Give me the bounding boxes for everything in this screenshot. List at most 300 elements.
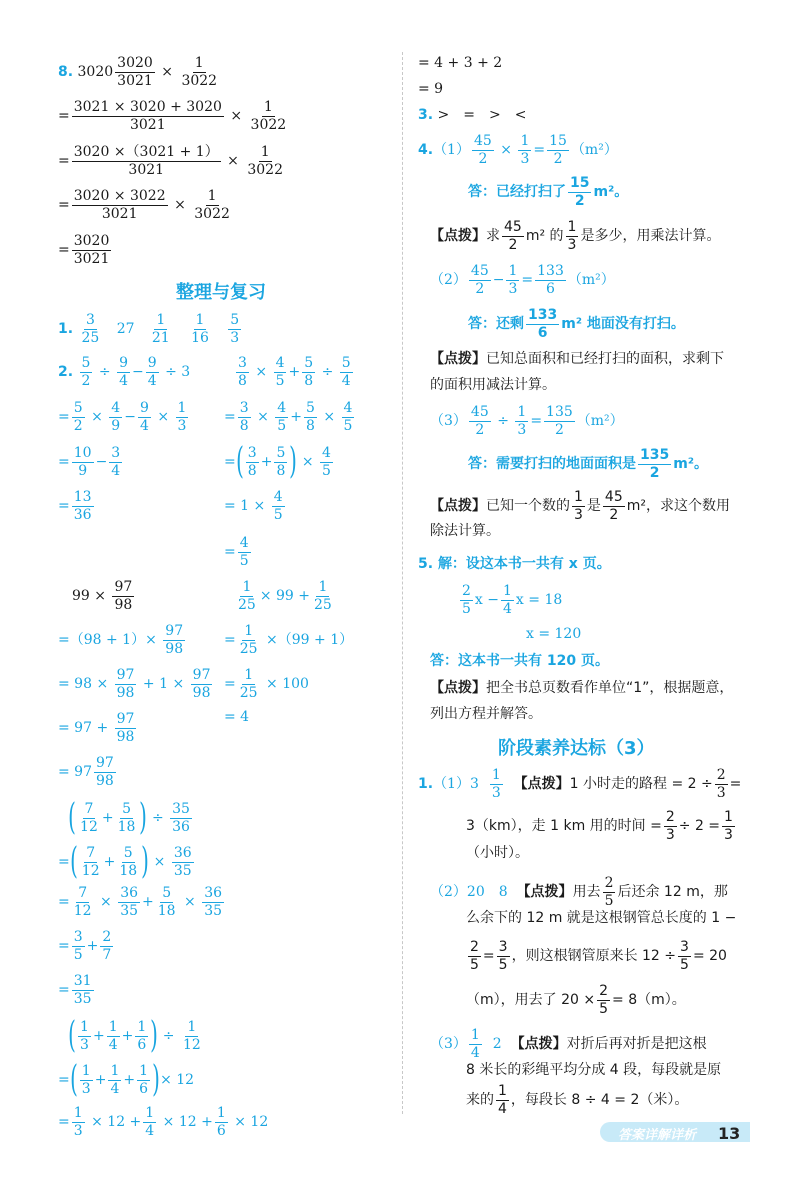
fraction: 1 3 — [81, 1062, 91, 1097]
part-label: （2） — [430, 884, 467, 901]
right-paren: ) — [150, 1015, 159, 1056]
left-paren: ( — [68, 1015, 76, 1056]
fraction: $\frac{3020}{3021}$ — [73, 233, 110, 267]
tip-text: m² 的 — [525, 228, 564, 245]
operator: × — [174, 197, 186, 214]
operator: × — [500, 142, 512, 159]
fraction: 2 5 — [604, 875, 614, 909]
equals: = — [224, 454, 236, 470]
q8-line-3 — [58, 145, 287, 177]
fraction: $\frac{1}{6}$ — [216, 1105, 226, 1139]
fraction: $\frac{97}{98}$ — [165, 623, 184, 657]
q4-part2-eq — [430, 264, 615, 296]
fraction: $\frac{3}{8}$ — [238, 355, 247, 389]
operator: × — [184, 894, 196, 911]
q8-line-1 — [58, 56, 221, 88]
s1-part3-line-1 — [430, 1028, 707, 1060]
section-heading-review: 整理与复习 — [176, 282, 266, 303]
part-label: （1） — [433, 142, 470, 159]
unit: （m²） — [570, 142, 618, 159]
equals: = — [58, 1072, 70, 1088]
tip-text: 3（km），走 1 km 用的时间 = — [466, 818, 662, 835]
equals: = — [58, 894, 70, 911]
operator: + — [123, 1072, 136, 1088]
q5-solution-line — [418, 557, 611, 571]
fraction: $\frac{1}{25}$ — [314, 579, 332, 613]
q2b-line-1 — [234, 356, 355, 388]
fraction: $\frac{4}{5}$ — [343, 400, 353, 434]
fraction: $\frac{1}{25}$ — [238, 579, 256, 613]
equals: = — [58, 242, 70, 259]
tip-text: 把全书总页数看作单位“1”，根据题意， — [486, 680, 734, 696]
fraction: $\frac{9}{4}$ — [139, 400, 149, 434]
fraction: $\frac{1}{3}$ — [520, 133, 530, 167]
q2a-line-3 — [58, 446, 124, 478]
unit: （m²） — [576, 413, 624, 430]
answer-text: m² 地面没有打扫。 — [561, 316, 685, 333]
equals: = — [58, 1114, 70, 1131]
fraction: 3 25 — [81, 312, 100, 346]
fraction: $\frac{1}{4}$ — [145, 1105, 155, 1139]
operator: − — [124, 409, 136, 426]
equals: = — [533, 142, 546, 159]
section-heading-stage-test: 阶段素养达标（3） — [498, 738, 655, 759]
q4-part1-eq — [418, 134, 618, 166]
mixed-whole: 3020 — [77, 64, 114, 81]
expression-text: = 98 × — [58, 676, 109, 693]
fraction: $\frac{45}{2}$ — [470, 404, 489, 438]
operator: × — [91, 409, 103, 426]
s1-part3-line-3 — [466, 1084, 688, 1116]
fraction: $\frac{1}{4}$ — [108, 1018, 118, 1053]
expression-text: ×（99 + 1） — [266, 632, 354, 649]
fraction: 7 12 — [80, 800, 98, 835]
tip-text: 是 — [586, 498, 601, 515]
fraction: $\frac{31}{35}$ — [73, 973, 92, 1007]
q8-line-5 — [58, 234, 113, 266]
r-top-line-1 — [418, 56, 502, 70]
left-paren: ( — [69, 1059, 78, 1100]
q2c-line-1 — [72, 580, 136, 612]
fraction: 2 5 — [462, 583, 471, 617]
fraction: $\frac{4}{5}$ — [275, 355, 285, 389]
q1-number: 1. — [58, 321, 74, 338]
fraction: $\frac{5}{18}$ — [119, 844, 138, 879]
q5-equation-2 — [526, 627, 581, 641]
fraction: $\frac{1}{25}$ — [239, 623, 258, 657]
fraction: 1 16 — [191, 312, 209, 346]
right-paren: ) — [139, 797, 148, 838]
equals: = — [482, 948, 495, 965]
q2d-line-3 — [224, 668, 309, 700]
q5-tip-line-2 — [430, 707, 542, 721]
fraction: $\frac{4}{5}$ — [322, 444, 331, 479]
q2c-line-5 — [58, 756, 118, 788]
expression-text: = 97 + — [58, 720, 109, 737]
fraction: 1 3 — [80, 1018, 89, 1053]
fraction: $\frac{4}{5}$ — [239, 535, 249, 569]
expression-text: × 12 — [160, 1072, 195, 1088]
footer-label: 答案详解详析 — [618, 1128, 697, 1143]
operator: + — [92, 1028, 105, 1044]
tip-tag: 【点拨】 — [430, 351, 486, 367]
fraction: $\frac{2}{5}$ — [599, 983, 609, 1017]
fraction: $\frac{2}{3}$ — [716, 767, 726, 801]
expression-text: = 9 — [418, 81, 444, 97]
q5-number: 5. — [418, 556, 434, 572]
q2b-line-2 — [224, 401, 356, 433]
q4-tip-2-line-1 — [430, 352, 724, 366]
tip-tag: 【点拨】 — [430, 228, 486, 245]
answer-text: 答：这本书一共有 120 页。 — [430, 653, 609, 669]
equals: = — [224, 409, 236, 426]
part-label: （3） — [430, 413, 467, 430]
q3-number: 3. — [418, 107, 434, 123]
q2a-line-2 — [58, 401, 190, 433]
q4-answer-2 — [468, 308, 685, 340]
q8-line-4 — [58, 189, 234, 221]
fraction: $\frac{3}{5}$ — [498, 939, 508, 973]
fraction: $\frac{3}{5}$ — [680, 939, 689, 973]
operator: ÷ — [151, 810, 164, 826]
s1-part1-line-3 — [466, 846, 529, 860]
equals: = — [224, 676, 236, 693]
tip-text: m²，求这个数用 — [626, 498, 730, 515]
fraction: 7 12 — [81, 844, 100, 879]
equals: = — [58, 938, 70, 955]
fraction: $\frac{2}{5}$ — [470, 939, 479, 973]
tip-text: ，每段长 8 ÷ 4 = 2（米）。 — [510, 1092, 689, 1109]
fraction: $\frac{3}{8}$ — [239, 400, 249, 434]
tip-tag: 【点拨】 — [513, 776, 570, 793]
fraction: $\frac{1}{3}$ — [517, 404, 527, 438]
fraction: $\frac{1}{3}$ — [177, 400, 187, 434]
operator: + — [121, 1028, 134, 1044]
q2-number: 2. — [58, 364, 74, 381]
expression-text: ÷ 3 — [165, 364, 191, 381]
fraction: 1 3 — [567, 219, 577, 253]
fraction: $\frac{3}{4}$ — [111, 445, 121, 479]
fraction: $\frac{15}{2}$ — [549, 133, 567, 167]
expression-text: x = 120 — [526, 626, 582, 642]
fraction: $\frac{5}{18}$ — [157, 885, 176, 919]
fraction: $\frac{9}{4}$ — [119, 355, 128, 389]
fraction: $\frac{97}{98}$ — [116, 667, 135, 701]
fraction: $\frac{1}{4}$ — [503, 583, 512, 617]
q2c-line-2 — [58, 624, 187, 656]
left-paren: ( — [69, 841, 78, 882]
q2d-line-4 — [224, 710, 249, 724]
operator: ÷ — [321, 364, 334, 381]
expression-text: = 1 × — [224, 498, 266, 515]
equals: = — [58, 498, 70, 515]
operator: + — [94, 1072, 107, 1088]
expression-text: x = 18 — [515, 592, 563, 609]
q2b-line-4 — [224, 490, 287, 522]
equals: = — [58, 982, 70, 999]
fraction: 3 8 — [247, 444, 257, 479]
expression-text: × 100 — [266, 676, 309, 693]
solution-text: 解：设这本书一共有 x 页。 — [437, 556, 611, 572]
q2e-line-1 — [68, 797, 194, 838]
operator: × — [323, 409, 336, 426]
q2c-line-3 — [58, 668, 214, 700]
fraction: 1 4 — [470, 1027, 480, 1061]
q2c-line-4 — [58, 712, 138, 744]
q5-equation-1 — [458, 584, 562, 616]
answer-value: 3 — [469, 776, 479, 793]
operator: + — [260, 454, 273, 470]
operator: × — [257, 409, 269, 426]
answer-value: 20 8 — [466, 884, 508, 901]
fraction: $\frac{9}{4}$ — [147, 355, 157, 389]
q2d-line-1 — [234, 580, 336, 612]
tip-text: 除法计算。 — [430, 523, 500, 539]
q1-answers — [58, 313, 243, 345]
operator: × — [153, 854, 166, 870]
right-paren: ) — [152, 1059, 160, 1100]
q4-number: 4. — [418, 142, 434, 159]
fraction: $\frac{97}{98}$ — [116, 711, 135, 745]
tip-text: 已知总面积和已经打扫的面积，求剩下 — [486, 351, 724, 367]
operator: × — [255, 364, 268, 381]
fraction: 133 6 — [528, 307, 558, 341]
fraction: $\frac{1}{3}$ — [724, 809, 733, 843]
fraction: $\frac{1}{25}$ — [239, 667, 258, 701]
fraction: $\frac{5}{8}$ — [305, 400, 315, 434]
tip-text: （m），用去了 20 × — [466, 992, 596, 1009]
q2e-line-2 — [58, 841, 196, 882]
equals: = — [521, 272, 534, 289]
q4-tip-3-line-2 — [430, 524, 500, 538]
answer-text: m²。 — [673, 456, 708, 473]
comparison-answers: > = > < — [437, 107, 527, 123]
fraction: $\frac{1}{3022}$ — [250, 99, 287, 133]
q5-tip-line-1 — [430, 681, 733, 695]
fraction: 1 21 — [151, 312, 170, 346]
fraction: $\frac{1}{6}$ — [137, 1018, 147, 1053]
fraction: $\frac{10}{9}$ — [73, 445, 92, 479]
column-divider — [402, 52, 403, 1114]
tip-text: = 20 — [692, 948, 727, 965]
operator: ÷ — [98, 364, 111, 381]
answer-text: 答：还剩 — [468, 316, 524, 333]
expression-text: × 12 — [234, 1114, 269, 1131]
q2f-line-1 — [68, 1015, 205, 1056]
tip-text: 已知一个数的 — [486, 498, 570, 515]
q2e-line-3 — [58, 886, 226, 918]
fraction: $\frac{5}{2}$ — [81, 355, 91, 389]
fraction: $\frac{1}{3022}$ — [194, 188, 230, 222]
s1-part2-line-2 — [466, 911, 736, 925]
tip-text: ，则这根钢管原来长 12 ÷ — [511, 948, 677, 965]
expression-text: = 4 — [224, 709, 250, 725]
expression-text: × 12 + — [91, 1114, 142, 1131]
fraction: $\frac{1}{3022}$ — [181, 55, 218, 89]
equals: = — [58, 854, 70, 870]
operator: + — [288, 364, 301, 381]
operator: ÷ — [497, 413, 509, 430]
expression-text: × 99 + — [259, 588, 311, 605]
fraction: 45 2 — [604, 489, 623, 523]
r-top-line-2 — [418, 82, 443, 96]
answer-value: 2 — [492, 1036, 502, 1053]
expression-text: x − — [474, 592, 499, 609]
tip-text: 来的 — [466, 1092, 494, 1109]
q2b-line-5 — [224, 536, 253, 568]
fraction: $\frac{5}{18}$ — [117, 800, 136, 835]
fraction: 15 2 — [570, 175, 590, 209]
expression-text: × 12 + — [162, 1114, 213, 1131]
fraction: $\frac{5}{8}$ — [304, 355, 314, 389]
s1-number: 1. — [418, 776, 434, 793]
equals: = — [58, 454, 70, 471]
fraction: $\frac{1}{4}$ — [110, 1062, 120, 1097]
right-paren: ) — [141, 841, 150, 882]
operator: − — [492, 272, 505, 289]
left-paren: ( — [235, 441, 244, 482]
fraction: $\frac{7}{12}$ — [73, 885, 92, 919]
tip-text: = 8（m）。 — [612, 992, 686, 1009]
s1-part1-line-1 — [418, 768, 741, 800]
fraction: $\frac{3021 \times 3020 + 3020}{3021}$ — [73, 99, 222, 133]
fraction: $\frac{5}{2}$ — [73, 400, 83, 434]
equals: = — [530, 413, 543, 430]
right-paren: ) — [289, 441, 298, 482]
q2f-line-2 — [58, 1059, 195, 1100]
tip-text: 8 米长的彩绳平均分成 4 段，每段就是原 — [466, 1062, 722, 1078]
fraction: 1 3 — [574, 489, 583, 523]
s1-part1-line-2 — [466, 810, 737, 842]
operator: × — [100, 894, 112, 911]
fraction: $\frac{1}{12}$ — [182, 1018, 201, 1053]
q4-tip-2-line-2 — [430, 378, 556, 392]
q2d-line-2 — [224, 624, 353, 656]
tip-text: 用去 — [572, 884, 601, 901]
q8-line-2 — [58, 100, 290, 132]
expression-text: = 4 + 3 + 2 — [418, 55, 503, 71]
s1-part2-line-3 — [466, 940, 727, 972]
fraction: $\frac{1}{6}$ — [139, 1062, 149, 1097]
tip-text: 么余下的 12 m 就是这根钢管总长度的 1 − — [466, 910, 737, 926]
fraction: $\frac{1}{3022}$ — [247, 144, 283, 178]
operator: + — [86, 938, 99, 955]
fraction: $\frac{4}{9}$ — [111, 400, 121, 434]
fraction: $\frac{2}{3}$ — [665, 809, 675, 843]
operator: + — [290, 409, 302, 426]
q3-answers — [418, 108, 526, 122]
fraction: 45 2 — [504, 219, 522, 253]
fraction: $\frac{4}{5}$ — [273, 489, 283, 523]
s1-part2-line-1 — [430, 876, 728, 908]
tip-tag: 【点拨】 — [516, 884, 573, 901]
tip-text: 求 — [486, 228, 500, 245]
fraction: 1 4 — [498, 1083, 507, 1117]
expression-text: = 97 — [58, 764, 92, 781]
fraction: 45 2 — [470, 263, 489, 297]
tip-tag: 【点拨】 — [430, 498, 486, 515]
fraction: $\frac{36}{35}$ — [120, 885, 139, 919]
expression-text: =（98 + 1）× — [58, 632, 157, 649]
operator: − — [132, 364, 144, 381]
fraction: $\frac{2}{7}$ — [102, 929, 112, 963]
fraction: $\frac{5}{4}$ — [341, 355, 351, 389]
equals: = — [58, 409, 70, 426]
operator: × — [230, 108, 243, 125]
fraction: $\frac{5}{8}$ — [276, 444, 286, 479]
answer-value: 27 — [116, 321, 135, 338]
q2a-line-4 — [58, 490, 96, 522]
fraction: $\frac{135}{2}$ — [546, 404, 573, 438]
s1-part3-line-2 — [466, 1063, 721, 1077]
q8-number: 8. — [58, 64, 74, 81]
s1-part2-line-4 — [466, 984, 686, 1016]
q4-part3-eq — [430, 405, 624, 437]
answer-text: 答：已经打扫了 — [468, 184, 566, 201]
fraction: $\frac{3020 \times 3022}{3021}$ — [73, 188, 166, 222]
fraction: $\frac{35}{36}$ — [172, 800, 190, 835]
equals: = — [224, 544, 236, 561]
q2f-line-3 — [58, 1106, 268, 1138]
operator: × — [301, 454, 314, 470]
fraction: $\frac{3020}{3021}$ — [117, 55, 153, 89]
q4-answer-1 — [468, 176, 628, 208]
tip-tag: 【点拨】 — [430, 680, 486, 696]
equals: = — [58, 108, 70, 125]
part-label: （3） — [430, 1036, 467, 1053]
tip-text: 的面积用减法计算。 — [430, 377, 556, 393]
page-number: 13 — [718, 1124, 741, 1143]
equals: = — [224, 632, 236, 649]
fraction: $\frac{13}{36}$ — [73, 489, 92, 523]
operator: − — [95, 454, 108, 471]
expression-text: 99 × — [72, 588, 106, 605]
fraction: $\frac{1}{3}$ — [508, 263, 518, 297]
tip-text: ÷ 2 = — [678, 818, 721, 835]
equals: = — [58, 153, 70, 170]
fraction: 97 98 — [96, 755, 114, 789]
operator: × — [227, 153, 239, 170]
q4-tip-3-line-1 — [430, 490, 730, 522]
fraction: $\frac{1}{3}$ — [73, 1105, 83, 1139]
fraction: $\frac{97}{98}$ — [192, 667, 211, 701]
equals: = — [58, 197, 70, 214]
left-paren: ( — [68, 797, 76, 838]
fraction: $\frac{97}{98}$ — [114, 579, 133, 613]
fraction: 5 3 — [230, 312, 240, 346]
fraction: $\frac{3020 \times(3021 + 1)}{3021}$ — [73, 144, 219, 178]
answer-text: 答：需要打扫的地面面积是 — [468, 456, 636, 473]
operator: + — [101, 810, 114, 826]
fraction: 1 3 — [491, 767, 501, 801]
q2a-line-1 — [58, 356, 190, 388]
fraction: $\frac{45}{2}$ — [473, 133, 492, 167]
q5-answer — [430, 654, 609, 668]
fraction: $\frac{36}{35}$ — [204, 885, 223, 919]
unit: （m²） — [567, 272, 615, 289]
operator: × — [157, 409, 170, 426]
equals: = — [729, 776, 742, 793]
operator: ÷ — [162, 1028, 175, 1044]
tip-text: 对折后再对折是把这根 — [566, 1036, 707, 1053]
q2e-line-4 — [58, 930, 115, 962]
fraction: 135 2 — [640, 447, 670, 481]
tip-text: 是多少，用乘法计算。 — [580, 228, 721, 245]
tip-tag: 【点拨】 — [510, 1036, 567, 1053]
expression-text: + 1 × — [142, 676, 185, 693]
answer-text: m²。 — [593, 184, 629, 201]
q2b-line-3 — [224, 441, 335, 482]
